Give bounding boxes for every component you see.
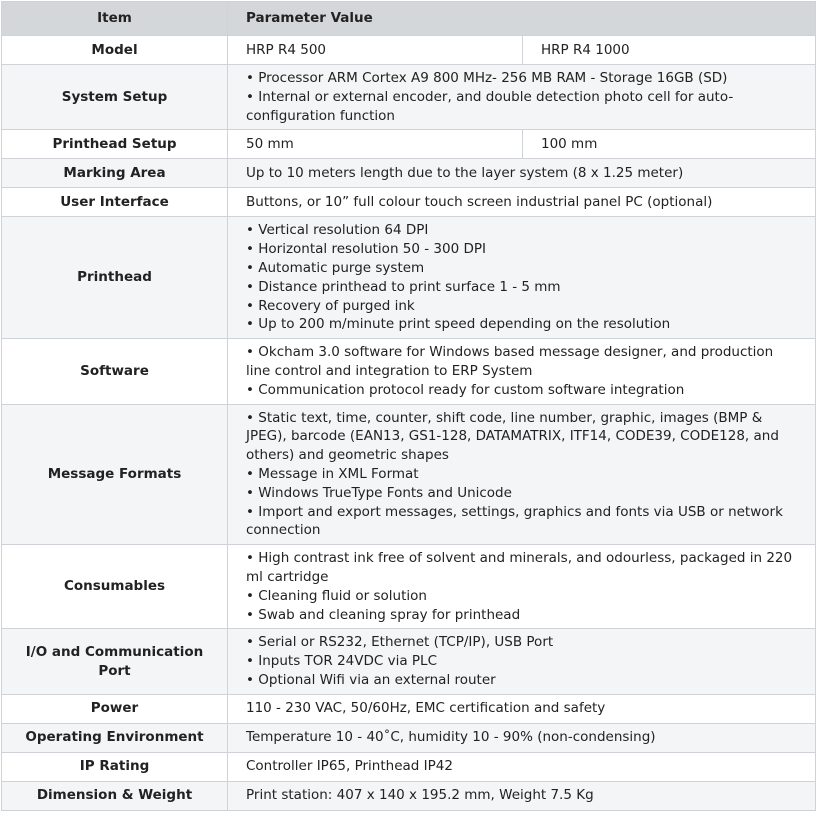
label-operating-environment: Operating Environment bbox=[2, 723, 228, 752]
label-system-setup: System Setup bbox=[2, 65, 228, 130]
printhead-line: • Horizontal resolution 50 - 300 DPI bbox=[246, 241, 486, 258]
label-marking-area: Marking Area bbox=[2, 159, 228, 188]
consumables-line: • High contrast ink free of solvent and minerals, and odourless, packaged in 220 ml cartridge bbox=[246, 550, 793, 585]
system-setup-line: • Processor ARM Cortex A9 800 MHz- 256 MB RAM - Storage 16GB (SD) bbox=[246, 70, 728, 86]
row-system-setup bbox=[2, 65, 816, 130]
row-io-port bbox=[2, 629, 816, 694]
value-software bbox=[228, 339, 816, 404]
label-ip-rating: IP Rating bbox=[2, 752, 228, 781]
row-operating-environment bbox=[2, 723, 816, 752]
row-model bbox=[2, 36, 816, 65]
spec-table bbox=[1, 1, 816, 811]
value-operating-environment: Temperature 10 - 40˚C, humidity 10 - 90% (non-condensing) bbox=[228, 723, 816, 752]
row-user-interface bbox=[2, 188, 816, 217]
value-consumables bbox=[228, 545, 816, 629]
row-marking-area bbox=[2, 159, 816, 188]
label-model: Model bbox=[2, 36, 228, 65]
row-printhead bbox=[2, 217, 816, 339]
row-software bbox=[2, 339, 816, 404]
printhead-line: • Vertical resolution 64 DPI bbox=[246, 222, 429, 239]
printhead-line: • Recovery of purged ink bbox=[246, 297, 415, 314]
message-formats-line: • Message in XML Format bbox=[246, 465, 419, 482]
row-message-formats bbox=[2, 404, 816, 545]
row-consumables bbox=[2, 545, 816, 629]
software-line: • Communication protocol ready for custom software integration bbox=[246, 381, 685, 398]
header-row bbox=[2, 2, 816, 36]
value-system-setup bbox=[228, 65, 816, 130]
label-consumables: Consumables bbox=[2, 545, 228, 629]
value-printhead-100: 100 mm bbox=[523, 130, 816, 159]
label-io-port: I/O and Communication Port bbox=[2, 629, 228, 694]
value-power: 110 - 230 VAC, 50/60Hz, EMC certification and safety bbox=[228, 694, 816, 723]
label-power: Power bbox=[2, 694, 228, 723]
value-ip-rating: Controller IP65, Printhead IP42 bbox=[228, 752, 816, 781]
value-model-500: HRP R4 500 bbox=[228, 36, 523, 65]
consumables-line: • Swab and cleaning spray for printhead bbox=[246, 606, 521, 623]
value-marking-area: Up to 10 meters length due to the layer system (8 x 1.25 meter) bbox=[228, 159, 816, 188]
value-io-port bbox=[228, 629, 816, 694]
header-parameter-value: Parameter Value bbox=[228, 2, 816, 36]
label-printhead: Printhead bbox=[2, 217, 228, 339]
row-printhead-setup bbox=[2, 130, 816, 159]
value-message-formats bbox=[228, 404, 816, 545]
label-message-formats: Message Formats bbox=[2, 404, 228, 545]
printhead-line: • Distance printhead to print surface 1 - 5 mm bbox=[246, 278, 561, 295]
header-item: Item bbox=[2, 2, 228, 36]
message-formats-line: • Import and export messages, settings, graphics and fonts via USB or network connection bbox=[246, 503, 783, 539]
printhead-line: • Up to 200 m/minute print speed depending on the resolution bbox=[246, 316, 671, 333]
row-ip-rating bbox=[2, 752, 816, 781]
printhead-line: • Automatic purge system bbox=[246, 259, 425, 276]
row-dimension-weight bbox=[2, 781, 816, 810]
value-dimension-weight: Print station: 407 x 140 x 195.2 mm, Weight 7.5 Kg bbox=[228, 781, 816, 810]
value-printhead-50: 50 mm bbox=[228, 130, 523, 159]
message-formats-line: • Static text, time, counter, shift code, line number, graphic, images (BMP & JPEG), barcode (EAN13, GS1-128, DATAMATRIX, ITF14, CODE39, CODE128, and others) and geometric shapes bbox=[246, 409, 779, 464]
system-setup-line: • Internal or external encoder, and double detection photo cell for auto-configuration function bbox=[246, 88, 734, 124]
io-port-line: • Inputs TOR 24VDC via PLC bbox=[246, 653, 437, 670]
label-dimension-weight: Dimension & Weight bbox=[2, 781, 228, 810]
message-formats-line: • Windows TrueType Fonts and Unicode bbox=[246, 484, 512, 501]
io-port-line: • Optional Wifi via an external router bbox=[246, 671, 496, 688]
value-printhead bbox=[228, 217, 816, 339]
value-model-1000: HRP R4 1000 bbox=[523, 36, 816, 65]
value-user-interface: Buttons, or 10” full colour touch screen industrial panel PC (optional) bbox=[228, 188, 816, 217]
label-software: Software bbox=[2, 339, 228, 404]
software-line: • Okcham 3.0 software for Windows based message designer, and production line control and integration to ERP System bbox=[246, 344, 774, 379]
label-user-interface: User Interface bbox=[2, 188, 228, 217]
io-port-line: • Serial or RS232, Ethernet (TCP/IP), USB Port bbox=[246, 634, 554, 651]
consumables-line: • Cleaning fluid or solution bbox=[246, 587, 427, 604]
label-printhead-setup: Printhead Setup bbox=[2, 130, 228, 159]
row-power bbox=[2, 694, 816, 723]
